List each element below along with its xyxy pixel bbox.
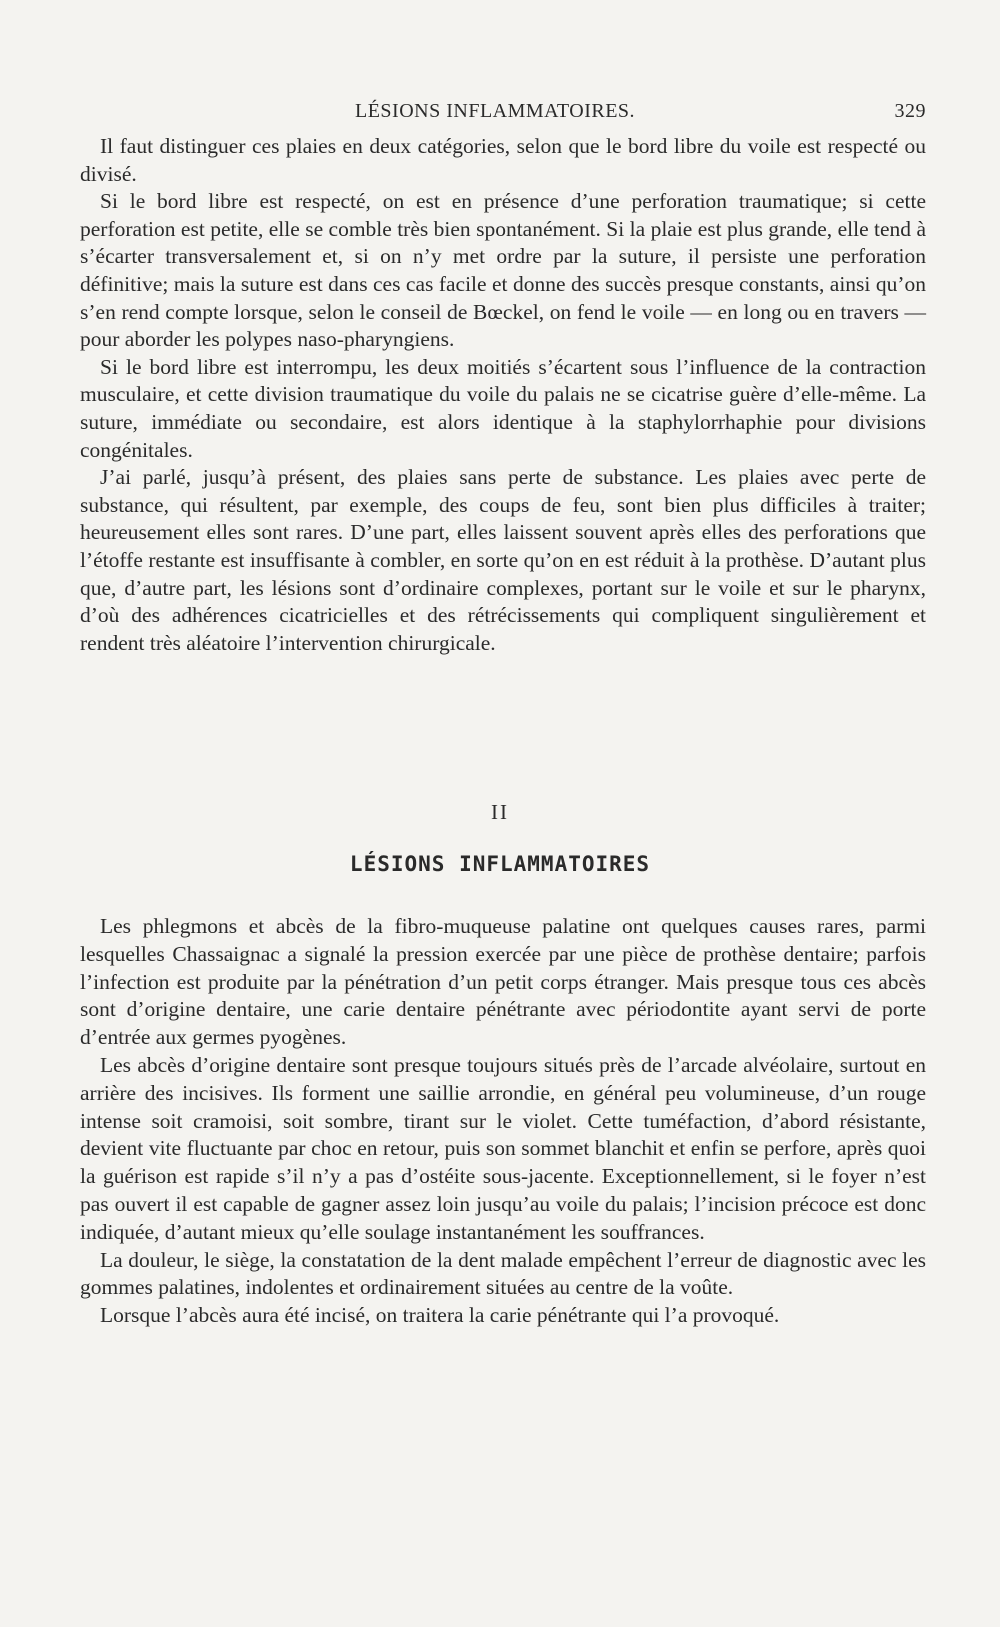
paragraph: J’ai parlé, jusqu’à présent, des plaies sans perte de substance. Les plaies avec perte de substance, qui résultent, par exemple, des coups de feu, sont bien plus difficiles à traiter; heureusement elles sont rares. D’une part, elles laissent souvent après elles des perforations que l’étoffe restante est insuffisante à combler, en sorte qu’on en est réduit à la prothèse. D’autant plus que, d’autre part, les lésions sont d’ordinaire complexes, portant sur le voile et sur le pharynx, d’où des adhérences cicatricielles et des rétrécissements qui compliquent singulièrement et rendent très aléatoire l’intervention chirurgicale. — [80, 465, 926, 655]
paragraph: Lorsque l’abcès aura été incisé, on traitera la carie pénétrante qui l’a provoqué. — [100, 1303, 780, 1328]
page-number: 329 — [894, 100, 926, 122]
paragraph: Il faut distinguer ces plaies en deux catégories, selon que le bord libre du voile est respecté ou divisé. — [80, 134, 926, 186]
running-title: LÉSIONS INFLAMMATOIRES. — [355, 100, 636, 122]
paragraph: Si le bord libre est interrompu, les deux moitiés s’écartent sous l’influence de la contraction musculaire, et cette division traumatique du voile du palais ne se cicatrise guère d’elle-même. La suture, immédiate ou secondaire, est alors identique à la staphylorrhaphie pour divisions congénitales. — [80, 354, 926, 462]
section-a-text — [80, 133, 926, 657]
paragraph: Les phlegmons et abcès de la fibro-muqueuse palatine ont quelques causes rares, parmi lesquelles Chassaignac a signalé la pression exercée par une pièce de prothèse dentaire; parfois l’infection est produite par la pénétration d’un petit corps étranger. Mais presque tous ces abcès sont d’origine dentaire, une carie dentaire pénétrante avec périodontite ayant servi de porte d’entrée aux germes pyogènes. — [80, 914, 926, 1050]
section-number: II — [491, 800, 509, 824]
section-b-text — [80, 913, 926, 1330]
paragraph: Les abcès d’origine dentaire sont presque toujours situés près de l’arcade alvéolaire, surtout en arrière des incisives. Ils forment une saillie arrondie, en général peu volumineuse, d’un rouge intense soit cramoisi, soit sombre, tirant sur le violet. Cette tuméfaction, d’abord résistante, devient vite fluctuante par choc en retour, puis son sommet blanchit et enfin se perfore, après quoi la guérison est rapide s’il n’y a pas d’ostéite sous-jacente. Exceptionnellement, si le foyer n’est pas ouvert il est capable de gagner assez loin jusqu’au voile du palais; l’incision précoce est donc indiquée, d’autant mieux qu’elle soulage instantanément les souffrances. — [80, 1052, 926, 1244]
paragraph: La douleur, le siège, la constatation de la dent malade empêchent l’erreur de diagnostic avec les gommes palatines, indolentes et ordinairement situées au centre de la voûte. — [80, 1247, 926, 1300]
running-head — [80, 96, 926, 126]
section-title: LÉSIONS INFLAMMATOIRES — [349, 852, 651, 876]
paragraph: Si le bord libre est respecté, on est en présence d’une perforation traumatique; si cette perforation est petite, elle se comble très bien spontanément. Si la plaie est plus grande, elle tend à s’écarter transversalement et, si on n’y met ordre par la suture, il persiste une perforation définitive; mais la suture est dans ces cas facile et donne des succès presque constants, ainsi qu’on s’en rend compte lorsque, selon le conseil de Bœckel, on fend le voile — en long ou en travers — pour aborder les polypes naso-pharyngiens. — [80, 189, 926, 352]
